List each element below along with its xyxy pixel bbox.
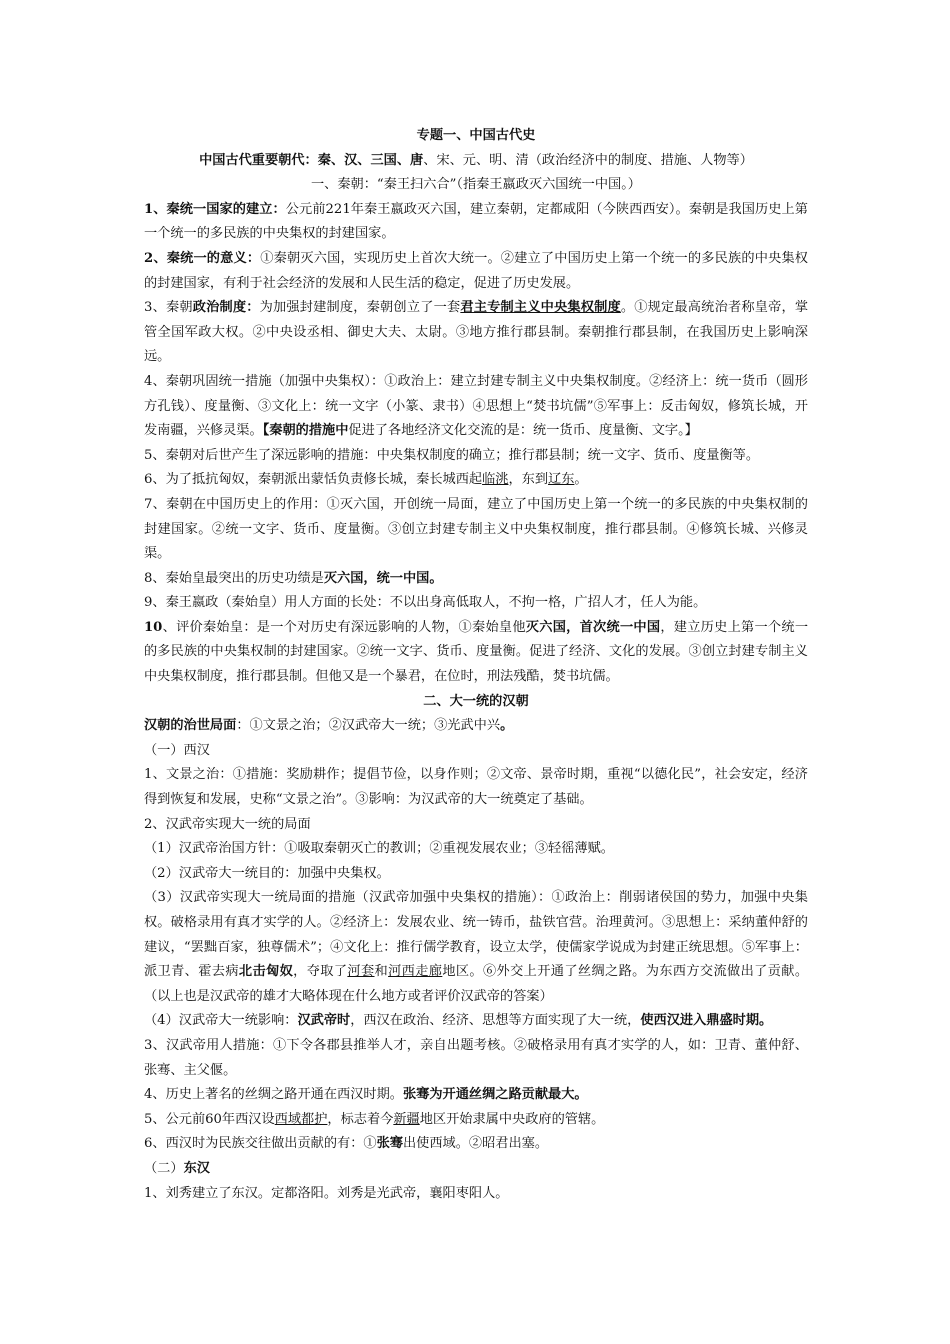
east-han-heading-bold: 东汉 <box>183 1160 210 1176</box>
qin-item-10-text: ，建立历史上第一个统一的多民族的中央集权制的封建国家。②统一文字、货币、度量衡。促进了经济、文化的发展。③创立封建专制主义中央集权制度，推行郡县制。但他又是一个暴君，在位时，刑法残酷，焚书坑儒。 <box>144 619 809 685</box>
document-content <box>144 124 808 1206</box>
section-heading-han: 二、大一统的汉朝 <box>423 693 529 709</box>
west-item-2-3-mid: ，夺取了 <box>293 964 348 980</box>
west-item-5-mid: ，标志着今 <box>327 1111 394 1127</box>
west-item-4 <box>144 1083 808 1108</box>
qin-item-3 <box>144 296 808 370</box>
qin-item-10 <box>144 616 808 690</box>
west-item-3: 3、汉武帝用人措施：①下令各郡县推举人才，亲自出题考核。②破格录用有真才实学的人，如：卫青、董仲舒、张骞、主父偃。 <box>144 1037 808 1078</box>
qin-item-8 <box>144 567 808 592</box>
west-item-2-3-hexi: 河西走廊 <box>388 964 443 980</box>
han-governance-label: 汉朝的治世局面 <box>144 718 237 734</box>
qin-item-8-pre: 8、秦始皇最突出的历史功绩是 <box>144 570 324 586</box>
west-item-5-post: 地区开始隶属中央政府的管辖。 <box>419 1111 605 1127</box>
west-item-5-duhu: 西域都护 <box>274 1111 328 1127</box>
qin-item-10-bold: 灭六国，首次统一中国 <box>525 619 661 635</box>
west-item-4-pre: 4、历史上著名的丝绸之路开通在西汉时期。 <box>144 1087 403 1103</box>
west-item-2-4-mid: ，西汉在政治、经济、思想等方面实现了大一统， <box>350 1013 641 1029</box>
west-item-2-4-pre: （4）汉武帝大一统影响： <box>144 1013 298 1029</box>
qin-item-4-bold: 【秦朝的措施中 <box>262 423 349 439</box>
qin-item-5: 5、秦朝对后世产生了深远影响的措施：中央集权制度的确立；推行郡县制；统一文字、货币、度量衡等。 <box>144 447 760 463</box>
qin-item-3-mid: 为加强封建制度，秦朝创立了一套 <box>259 300 461 316</box>
west-item-5 <box>144 1108 808 1133</box>
subtitle-lead: 中国古代重要朝代： <box>199 152 318 168</box>
west-item-2-3 <box>144 886 808 1009</box>
qin-item-9: 9、秦王嬴政（秦始皇）用人方面的长处：不以出身高低取人，不拘一格，广招人才，任人为能。 <box>144 595 707 611</box>
west-item-2-3-hetao: 河套 <box>347 964 375 980</box>
qin-item-3-bold: 政治制度： <box>192 300 260 316</box>
west-item-5-pre: 5、公元前60年西汉设 <box>144 1111 275 1127</box>
han-governance-end: 。 <box>500 718 514 734</box>
qin-item-10-label: 10 <box>144 619 163 635</box>
qin-item-2-text: ①秦朝灭六国，实现历史上首次大统一。②建立了中国历史上第一个统一的多民族的中央集权的封建国家，有利于社会经济的发展和人民生活的稳定，促进了历史发展。 <box>144 250 808 291</box>
qin-item-4 <box>144 370 808 444</box>
subtitle-sep: 、 <box>423 152 437 168</box>
west-han-heading: （一）西汉 <box>144 742 210 758</box>
qin-item-3-term: 君主专制主义中央集权制度 <box>460 300 621 316</box>
qin-item-10-pre: 、评价秦始皇：是一个对历史有深远影响的人物，①秦始皇他 <box>162 619 526 635</box>
subtitle <box>144 149 808 174</box>
west-item-5-xinjiang: 新疆 <box>393 1111 420 1127</box>
qin-item-1-label: 1、秦统一国家的建立： <box>144 201 286 217</box>
section-heading-qin: 一、秦朝：“秦王扫六合”（指秦王嬴政灭六国统一中国。） <box>311 177 641 193</box>
qin-item-3-text: 。①规定最高统治者称皇帝，掌管全国军政大权。②中央设丞相、御史大夫、太尉。③地方推行郡县制。秦朝推行郡县制，在我国历史上影响深远。 <box>144 300 809 365</box>
east-han-heading-pre: （二） <box>144 1160 184 1176</box>
west-item-2-1: （1）汉武帝治国方针：①吸取秦朝灭亡的教训；②重视发展农业；③轻徭薄赋。 <box>144 841 614 857</box>
west-item-1: 1、文景之治：①措施：奖励耕作；提倡节俭，以身作则；②文帝、景帝时期，重视“以德化民”，社会安定，经济得到恢复和发展，史称“文景之治”。③影响：为汉武帝的大一统奠定了基础。 <box>144 767 808 808</box>
west-item-4-bold: 张骞为开通丝绸之路贡献最大。 <box>402 1087 588 1103</box>
han-governance-text: ：①文景之治；②汉武帝大一统；③光武中兴 <box>236 718 501 734</box>
qin-item-6-lintao: 临洮 <box>482 472 509 488</box>
west-item-2-4 <box>144 1009 808 1034</box>
qin-item-8-bold: 灭六国，统一中国。 <box>323 570 443 586</box>
west-item-6-pre: 6、西汉时为民族交往做出贡献的有：① <box>144 1136 377 1152</box>
west-item-2-4-bold1: 汉武帝时 <box>297 1013 351 1029</box>
subtitle-dynasties: 秦、汉、三国、唐 <box>317 152 424 168</box>
west-item-2-4-bold2: 使西汉进入鼎盛时期。 <box>640 1013 773 1029</box>
west-item-2-3-bold: 北击匈奴 <box>238 964 294 980</box>
qin-item-7: 7、秦朝在中国历史上的作用：①灭六国，开创统一局面，建立了中国历史上第一个统一的多民族的中央集权制的封建国家。②统一文字、货币、度量衡。③创立封建专制主义中央集权制度，推行郡县制。④修筑长城、兴修灵渠。 <box>144 496 808 562</box>
west-item-2-3-post: 地区。⑥外交上开通了丝绸之路。为东西方交流做出了贡献。（以上也是汉武帝的雄才大略体现在什么地方或者评价汉武帝的答案） <box>144 964 809 1004</box>
qin-item-6 <box>144 468 808 493</box>
qin-item-6-liaodong: 辽东 <box>548 472 575 488</box>
west-item-6-bold: 张骞 <box>376 1136 403 1152</box>
qin-item-1-text: 公元前221年秦王嬴政灭六国，建立秦朝，定都咸阳（今陕西西安）。秦朝是我国历史上第一个统一的多民族的中央集权的封建国家。 <box>144 201 808 242</box>
qin-item-4-text: 4、秦朝巩固统一措施（加强中央集权）：①政治上：建立封建专制主义中央集权制度。②经济上：统一货币（圆形方孔钱）、度量衡、③文化上：统一文字（小篆、隶书）④思想上“焚书坑儒”⑤军事上：反击匈奴，修筑长城，开发南疆，兴修灵渠。 <box>144 373 808 439</box>
east-item-1: 1、刘秀建立了东汉。定都洛阳。刘秀是光武帝，襄阳枣阳人。 <box>144 1185 509 1201</box>
qin-item-6-pre: 6、为了抵抗匈奴，秦朝派出蒙恬负责修长城，秦长城西起 <box>144 472 483 488</box>
west-item-2: 2、汉武帝实现大一统的局面 <box>144 816 311 832</box>
west-item-2-3-pre: （3）汉武帝实现大一统局面的措施（汉武帝加强中央集权的措施）：①政治上：削弱诸侯国的势力，加强中央集权。破格录用有真才实学的人。②经济上：发展农业、统一铸币，盐铁官营。治理黄河。③思想上：采纳董仲舒的建议，“罢黜百家，独尊儒术”；④文化上：推行儒学教育，设立太学，使儒家学说成为封建正统思想。⑤军事上：派卫青、霍去病 <box>144 890 808 980</box>
qin-item-2 <box>144 247 808 296</box>
qin-item-3-pre: 3、秦朝 <box>144 300 193 316</box>
west-item-2-2: （2）汉武帝大一统目的：加强中央集权。 <box>144 865 390 881</box>
qin-item-6-mid: ，东到 <box>508 472 549 488</box>
east-han-heading <box>144 1157 808 1182</box>
west-item-6-post: 出使西域。②昭君出塞。 <box>402 1136 549 1152</box>
subtitle-rest: 宋、元、明、清（政治经济中的制度、措施、人物等） <box>436 152 753 168</box>
west-item-2-3-and: 和 <box>374 964 389 980</box>
qin-item-6-post: 。 <box>574 472 588 488</box>
page-title: 专题一、中国古代史 <box>416 128 536 143</box>
han-governance <box>144 714 808 739</box>
qin-item-2-label: 2、秦统一的意义： <box>144 250 261 266</box>
west-item-6 <box>144 1132 808 1157</box>
qin-item-4-tail: 促进了各地经济文化交流的是：统一货币、度量衡、文字。】 <box>348 423 698 439</box>
qin-item-1 <box>144 198 808 247</box>
